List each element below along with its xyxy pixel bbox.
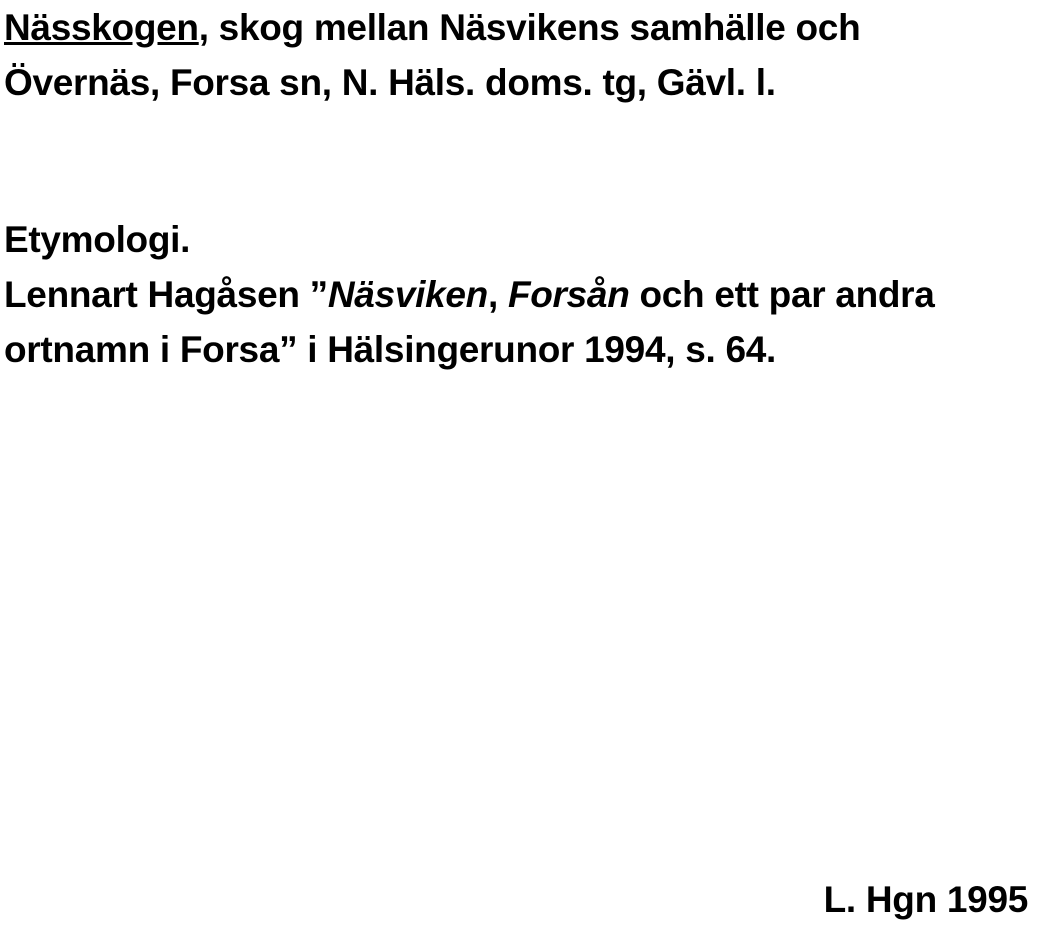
entry-definition-line-1: [4, 0, 1064, 55]
entry-definition-line-1-rest: , skog mellan Näsvikens samhälle och: [198, 7, 861, 48]
author-signature: L. Hgn 1995: [823, 879, 1028, 920]
etymology-ref-mid: ,: [487, 274, 508, 315]
entry-definition-line-2: Övernäs, Forsa sn, N. Häls. doms. tg, Gävl. l.: [4, 62, 776, 103]
etymology-heading: Etymologi.: [4, 219, 191, 260]
etymology-reference-line-2: ortnamn i Forsa” i Hälsingerunor 1994, s. 64.: [4, 329, 776, 370]
etymology-block: [4, 212, 1064, 377]
etymology-ref-italic-2: Forsån: [507, 274, 630, 315]
etymology-ref-post: och ett par andra: [629, 274, 935, 315]
etymology-reference-line-1: [4, 267, 1064, 322]
etymology-ref-pre: Lennart Hagåsen ”: [4, 274, 328, 315]
entry-headword: Nässkogen: [4, 7, 199, 48]
entry-headword-block: [4, 0, 1064, 110]
etymology-ref-italic-1: Näsviken: [327, 274, 488, 315]
